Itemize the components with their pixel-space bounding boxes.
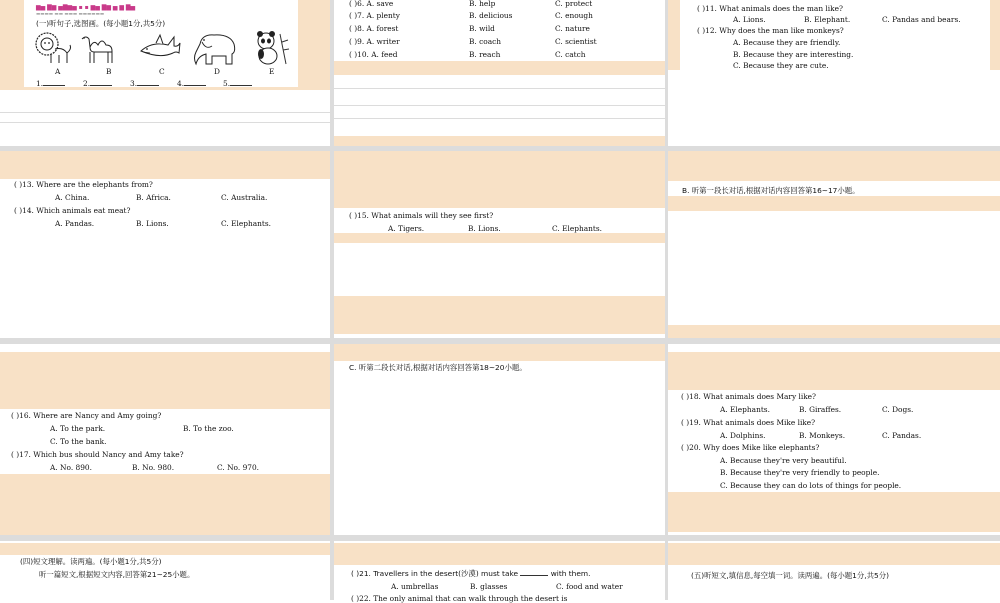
line-rule-3	[334, 88, 665, 89]
q12-option-a: A. Because they are friendly.	[733, 38, 841, 47]
q11-stem: ( )11. What animals does the man like?	[697, 4, 843, 13]
q12-option-c: C. Because they are cute.	[733, 61, 829, 70]
q20-option-b: B. Because they're very friendly to people.	[720, 468, 880, 477]
panel-bg-5	[0, 543, 330, 555]
q15-option-b: B. Lions.	[468, 224, 501, 233]
q21-option-b: B. glasses	[470, 582, 508, 591]
q13-stem: ( )13. Where are the elephants from?	[14, 180, 153, 189]
line-rule-2	[0, 122, 330, 123]
q17-option-a: A. No. 890.	[50, 463, 92, 472]
panel-bg-16	[668, 352, 1000, 390]
picture-label-c: C	[159, 67, 165, 76]
q15-stem: ( )15. What animals will they see first?	[349, 211, 494, 220]
q13-option-a: A. China.	[55, 193, 90, 202]
q10-stem: ( )10. A. feed	[349, 50, 398, 59]
q7-option-b: B. delicious	[469, 11, 513, 20]
q18-stem: ( )18. What animals does Mary like?	[681, 392, 817, 401]
q20-stem: ( )20. Why does Mike like elephants?	[681, 443, 820, 452]
panel-bg-11	[334, 543, 665, 565]
q8-stem: ( )8. A. forest	[349, 24, 399, 33]
q11-option-a: A. Lions.	[733, 15, 766, 24]
q6-option-c: C. protect	[555, 0, 593, 8]
q9-option-b: B. coach	[469, 37, 502, 46]
q19-stem: ( )19. What animals does Mike like?	[681, 418, 816, 427]
panel-bg-13	[668, 151, 1000, 181]
row-divider-1	[0, 146, 1000, 151]
panel-bg-17	[668, 492, 1000, 532]
row-divider-2	[0, 338, 1000, 344]
panel-bg-18	[668, 543, 1000, 565]
q19-option-b: B. Monkeys.	[799, 431, 846, 440]
q7-stem: ( )7. A. plenty	[349, 11, 400, 20]
panel-bg-9	[334, 296, 665, 334]
q16-option-b: B. To the zoo.	[183, 424, 234, 433]
q6-option-b: B. help	[469, 0, 496, 8]
q21-stem: ( )21. Travellers in the desert(沙漠) must take with them.	[351, 569, 591, 578]
q14-option-c: C. Elephants.	[221, 219, 271, 228]
camel-icon	[78, 31, 122, 65]
answer-blank-3[interactable]: 3.	[130, 78, 159, 88]
elephant-icon	[190, 30, 242, 66]
answer-blank-5[interactable]: 5.	[223, 78, 252, 88]
answer-blank-2[interactable]: 2.	[83, 78, 112, 88]
redacted-subheader: ▬▬▬▬ ▬▬ ▬▬▬ ▬▬▬▬▬▬	[36, 12, 105, 17]
q17-option-c: C. No. 970.	[217, 463, 260, 472]
picture-label-e: E	[269, 67, 275, 76]
q17-option-b: B. No. 980.	[132, 463, 175, 472]
q18-option-c: C. Dogs.	[882, 405, 914, 414]
row-divider-3	[0, 535, 1000, 541]
section-4-heading: (四)短文理解。读两遍。(每小题1分,共5分)	[20, 557, 162, 566]
q7-option-c: C. enough	[555, 11, 593, 20]
panel-bg-10	[334, 343, 665, 361]
panel-bg-6	[334, 61, 665, 75]
panel-bg-8	[334, 233, 665, 243]
q9-option-c: C. scientist	[555, 37, 597, 46]
q19-option-a: A. Dolphins.	[720, 431, 766, 440]
lion-icon	[33, 31, 73, 65]
q19-option-c: C. Pandas.	[882, 431, 922, 440]
q18-option-a: A. Elephants.	[720, 405, 770, 414]
panel-bg-4	[0, 474, 330, 536]
section-5-heading: (五)听短文,填信息,每空填一词。读两遍。(每小题1分,共5分)	[691, 571, 889, 580]
q12-stem: ( )12. Why does the man like monkeys?	[697, 26, 844, 35]
q10-option-c: C. catch	[555, 50, 586, 59]
q10-option-b: B. reach	[469, 50, 501, 59]
section-b-heading: B. 听第一段长对话,根据对话内容回答第16~17小题。	[682, 186, 860, 195]
q22-stem: ( )22. The only animal that can walk through the desert is	[351, 594, 568, 603]
answer-blank-4[interactable]: 4.	[177, 78, 206, 88]
panda-icon	[252, 30, 292, 66]
column-divider-2	[665, 0, 668, 600]
q8-option-c: C. nature	[555, 24, 590, 33]
q14-option-b: B. Lions.	[136, 219, 169, 228]
q8-option-b: B. wild	[469, 24, 495, 33]
q18-option-b: B. Giraffes.	[799, 405, 842, 414]
section-c-heading: C. 听第二段长对话,根据对话内容回答第18~20小题。	[349, 363, 527, 372]
shark-icon	[138, 31, 182, 65]
q15-option-a: A. Tigers.	[388, 224, 425, 233]
answer-blank-1[interactable]: 1.	[36, 78, 65, 88]
q13-option-c: C. Australia.	[221, 193, 268, 202]
q17-stem: ( )17. Which bus should Nancy and Amy take?	[11, 450, 184, 459]
q15-option-c: C. Elephants.	[552, 224, 602, 233]
section-4-subheading: 听一篇短文,根据短文内容,回答第21~25小题。	[39, 570, 195, 579]
picture-label-b: B	[106, 67, 112, 76]
panel-bg-3	[0, 352, 330, 409]
panel-bg-14	[668, 196, 1000, 211]
section-1-instruction: (一)听句子,选图画。(每小题1分,共5分)	[36, 19, 166, 28]
q11-option-c: C. Pandas and bears.	[882, 15, 961, 24]
q21-option-c: C. food and water	[556, 582, 623, 591]
column-divider-1	[330, 0, 334, 600]
picture-label-d: D	[214, 67, 220, 76]
q14-stem: ( )14. Which animals eat meat?	[14, 206, 131, 215]
panel-bg-2	[0, 151, 330, 179]
q21-option-a: A. umbrellas	[391, 582, 439, 591]
q14-option-a: A. Pandas.	[55, 219, 95, 228]
q16-stem: ( )16. Where are Nancy and Amy going?	[11, 411, 162, 420]
line-rule-4	[334, 105, 665, 106]
redacted-header: ▆▅ ▇▆ ▅▇▆▅ ▪ ▪ ▆▅ ▇▆ ▅ ▆ ▇▅	[36, 4, 136, 11]
q12-option-b: B. Because they are interesting.	[733, 50, 854, 59]
q6-stem: ( )6. A. save	[349, 0, 394, 8]
line-rule-1	[0, 112, 330, 113]
q16-option-a: A. To the park.	[50, 424, 106, 433]
q20-option-c: C. Because they can do lots of things for people.	[720, 481, 902, 490]
q13-option-b: B. Africa.	[136, 193, 171, 202]
q9-stem: ( )9. A. writer	[349, 37, 400, 46]
q16-option-c: C. To the bank.	[50, 437, 107, 446]
line-rule-5	[334, 118, 665, 119]
picture-label-a: A	[55, 67, 61, 76]
q20-option-a: A. Because they're very beautiful.	[720, 456, 847, 465]
q11-option-b: B. Elephant.	[804, 15, 851, 24]
